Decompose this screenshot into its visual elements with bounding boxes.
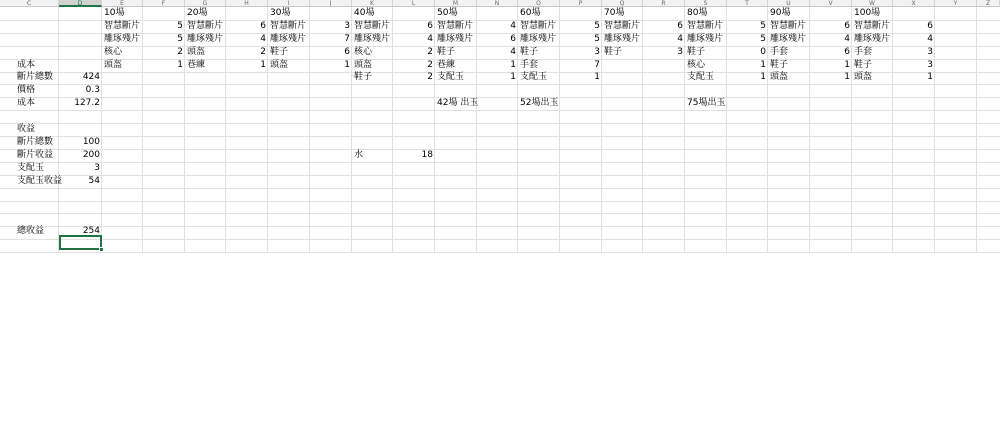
stage-item-label-cell[interactable]: 巷練 bbox=[187, 60, 206, 70]
column-header[interactable]: T bbox=[727, 0, 768, 7]
stage-item-value-cell[interactable]: 5 bbox=[760, 34, 766, 44]
stage-item-value-cell[interactable]: 3 bbox=[927, 47, 933, 57]
stage-item-value-cell[interactable]: 4 bbox=[427, 34, 433, 44]
column-header[interactable]: F bbox=[143, 0, 185, 7]
gridline-horizontal bbox=[0, 175, 1000, 176]
selected-cell-cursor[interactable] bbox=[59, 235, 102, 250]
gridline-horizontal bbox=[0, 188, 1000, 189]
water-value-cell[interactable]: 18 bbox=[421, 150, 433, 160]
stage-item-label-cell[interactable]: 頭盔 bbox=[104, 60, 123, 70]
column-header[interactable]: Q bbox=[602, 0, 643, 7]
stage-item-value-cell[interactable]: 1 bbox=[594, 72, 600, 82]
stage-item-label-cell[interactable]: 支配玉 bbox=[687, 72, 715, 82]
stage-item-value-cell[interactable]: 1 bbox=[760, 72, 766, 82]
revenue-header-cell[interactable]: 收益 bbox=[17, 124, 36, 134]
column-header[interactable]: D bbox=[59, 0, 102, 7]
stage-title-cell[interactable]: 60場 bbox=[520, 8, 541, 18]
stage-item-value-cell[interactable]: 2 bbox=[427, 72, 433, 82]
stage-item-value-cell[interactable]: 7 bbox=[594, 60, 600, 70]
stage-item-value-cell[interactable]: 1 bbox=[510, 72, 516, 82]
price-value-cell[interactable]: 0.3 bbox=[85, 85, 100, 95]
column-header[interactable]: J bbox=[310, 0, 352, 7]
stage-item-value-cell[interactable]: 6 bbox=[427, 21, 433, 31]
column-header[interactable]: K bbox=[352, 0, 393, 7]
stage-item-value-cell[interactable]: 5 bbox=[177, 21, 183, 31]
cost-label-cell[interactable]: 成本 bbox=[17, 98, 36, 108]
column-header[interactable]: X bbox=[893, 0, 935, 7]
stage-item-label-cell[interactable]: 手套 bbox=[770, 47, 789, 57]
column-header[interactable]: P bbox=[560, 0, 602, 7]
stage-item-value-cell[interactable]: 0 bbox=[760, 47, 766, 57]
stage-item-label-cell[interactable]: 巷練 bbox=[437, 60, 456, 70]
stage-item-label-cell[interactable]: 智慧斷片 bbox=[770, 21, 807, 31]
stage-item-label-cell[interactable]: 雕琢殘片 bbox=[520, 34, 557, 44]
stage-item-value-cell[interactable]: 3 bbox=[677, 47, 683, 57]
stage-item-label-cell[interactable]: 核心 bbox=[104, 47, 123, 57]
stage-item-label-cell[interactable]: 雕琢殘片 bbox=[687, 34, 724, 44]
stage-item-label-cell[interactable]: 鞋子 bbox=[437, 47, 456, 57]
cost-header-cell[interactable]: 成本 bbox=[17, 60, 36, 70]
stage-title-cell[interactable]: 10場 bbox=[104, 8, 125, 18]
stage-item-label-cell[interactable]: 鞋子 bbox=[520, 47, 539, 57]
stage-item-label-cell[interactable]: 雕琢殘片 bbox=[770, 34, 807, 44]
stage-item-value-cell[interactable]: 6 bbox=[927, 21, 933, 31]
stage-title-cell[interactable]: 30場 bbox=[270, 8, 291, 18]
stage-item-label-cell[interactable]: 鞋子 bbox=[270, 47, 289, 57]
stage-item-value-cell[interactable]: 1 bbox=[927, 72, 933, 82]
gridline-horizontal bbox=[0, 110, 1000, 111]
gridline-horizontal bbox=[0, 162, 1000, 163]
stage-item-value-cell[interactable]: 4 bbox=[844, 34, 850, 44]
stage-item-value-cell[interactable]: 6 bbox=[260, 21, 266, 31]
stage-title-cell[interactable]: 40場 bbox=[354, 8, 375, 18]
column-header[interactable]: W bbox=[852, 0, 893, 7]
gridline-horizontal bbox=[0, 239, 1000, 240]
column-header[interactable]: G bbox=[185, 0, 226, 7]
column-header[interactable]: V bbox=[810, 0, 852, 7]
gridline-horizontal bbox=[0, 201, 1000, 202]
total-revenue-label-cell[interactable]: 總收益 bbox=[17, 226, 45, 236]
stage-item-value-cell[interactable]: 6 bbox=[510, 34, 516, 44]
stage-item-label-cell[interactable]: 智慧斷片 bbox=[604, 21, 641, 31]
shard-total-value-cell[interactable]: 424 bbox=[82, 72, 100, 82]
stage-item-value-cell[interactable]: 6 bbox=[844, 21, 850, 31]
stage-item-label-cell[interactable]: 鞋子 bbox=[687, 47, 706, 57]
stage-item-value-cell[interactable]: 1 bbox=[760, 60, 766, 70]
stage-item-label-cell[interactable]: 智慧斷片 bbox=[520, 21, 557, 31]
column-header[interactable]: U bbox=[768, 0, 810, 7]
shard-revenue-label-cell[interactable]: 斷片收益 bbox=[17, 150, 54, 160]
stage-item-value-cell[interactable]: 2 bbox=[177, 47, 183, 57]
stage-item-value-cell[interactable]: 2 bbox=[427, 60, 433, 70]
column-header[interactable]: I bbox=[268, 0, 310, 7]
stage-item-label-cell[interactable]: 智慧斷片 bbox=[354, 21, 391, 31]
stage-item-label-cell[interactable]: 雕琢殘片 bbox=[854, 34, 891, 44]
column-header[interactable]: L bbox=[393, 0, 435, 7]
column-header[interactable]: M bbox=[435, 0, 477, 7]
column-header[interactable]: O bbox=[518, 0, 560, 7]
stage-item-value-cell[interactable]: 3 bbox=[344, 21, 350, 31]
stage-item-value-cell[interactable]: 4 bbox=[927, 34, 933, 44]
gridline-horizontal bbox=[0, 252, 1000, 253]
stage-item-label-cell[interactable]: 智慧斷片 bbox=[104, 21, 141, 31]
stage-item-label-cell[interactable]: 鞋子 bbox=[854, 60, 873, 70]
stage-item-value-cell[interactable]: 4 bbox=[677, 34, 683, 44]
stage-item-value-cell[interactable]: 4 bbox=[510, 21, 516, 31]
total-revenue-value-cell[interactable]: 254 bbox=[82, 226, 100, 236]
stage-item-value-cell[interactable]: 7 bbox=[344, 34, 350, 44]
price-label-cell[interactable]: 價格 bbox=[17, 85, 36, 95]
stage-title-cell[interactable]: 50場 bbox=[437, 8, 458, 18]
stage-item-label-cell[interactable]: 雕琢殘片 bbox=[437, 34, 474, 44]
stage-item-label-cell[interactable]: 智慧斷片 bbox=[187, 21, 224, 31]
stage-title-cell[interactable]: 100場 bbox=[854, 8, 881, 18]
stage-item-label-cell[interactable]: 頭盔 bbox=[354, 60, 373, 70]
stage-item-label-cell[interactable]: 手套 bbox=[520, 60, 539, 70]
stage-title-cell[interactable]: 20場 bbox=[187, 8, 208, 18]
column-header[interactable]: R bbox=[643, 0, 685, 7]
stage-item-value-cell[interactable]: 1 bbox=[844, 72, 850, 82]
stage-item-value-cell[interactable]: 3 bbox=[594, 47, 600, 57]
stage-item-value-cell[interactable]: 1 bbox=[844, 60, 850, 70]
stage-item-value-cell[interactable]: 1 bbox=[344, 60, 350, 70]
stage-item-label-cell[interactable]: 雕琢殘片 bbox=[354, 34, 391, 44]
stage-item-value-cell[interactable]: 6 bbox=[677, 21, 683, 31]
stage-item-label-cell[interactable]: 雕琢殘片 bbox=[270, 34, 307, 44]
stage-item-label-cell[interactable]: 頭盔 bbox=[270, 60, 289, 70]
stage-item-label-cell[interactable]: 頭盔 bbox=[854, 72, 873, 82]
gridline-vertical bbox=[976, 7, 977, 252]
stage-item-label-cell[interactable]: 智慧斷片 bbox=[687, 21, 724, 31]
stage-item-value-cell[interactable]: 6 bbox=[844, 47, 850, 57]
jade-revenue-label-cell[interactable]: 支配玉收益 bbox=[17, 176, 63, 186]
gridline-horizontal bbox=[0, 149, 1000, 150]
gridline-horizontal bbox=[0, 123, 1000, 124]
stage-item-label-cell[interactable]: 雕琢殘片 bbox=[104, 34, 141, 44]
stage-item-label-cell[interactable]: 支配玉 bbox=[520, 72, 548, 82]
stage-item-value-cell[interactable]: 5 bbox=[594, 21, 600, 31]
column-header[interactable]: Y bbox=[935, 0, 977, 7]
stage-item-value-cell[interactable]: 1 bbox=[510, 60, 516, 70]
cost-value-cell[interactable]: 127.2 bbox=[74, 98, 100, 108]
shard-count-label-cell[interactable]: 斷片總數 bbox=[17, 137, 54, 147]
stage-item-value-cell[interactable]: 3 bbox=[927, 60, 933, 70]
gridline-horizontal bbox=[0, 213, 1000, 214]
stage-title-cell[interactable]: 80場 bbox=[687, 8, 708, 18]
stage-item-value-cell[interactable]: 6 bbox=[344, 47, 350, 57]
column-header[interactable]: H bbox=[226, 0, 268, 7]
shard-revenue-value-cell[interactable]: 200 bbox=[82, 150, 100, 160]
column-header[interactable]: Z bbox=[977, 0, 1000, 7]
stage-item-value-cell[interactable]: 1 bbox=[260, 60, 266, 70]
gridline-horizontal bbox=[0, 136, 1000, 137]
stage-item-value-cell[interactable]: 5 bbox=[760, 21, 766, 31]
stage-item-label-cell[interactable]: 智慧斷片 bbox=[270, 21, 307, 31]
stage-item-label-cell[interactable]: 頭盔 bbox=[187, 47, 206, 57]
stage-title-cell[interactable]: 70場 bbox=[604, 8, 625, 18]
column-header[interactable]: S bbox=[685, 0, 727, 7]
gridline-horizontal bbox=[0, 226, 1000, 227]
stage-item-value-cell[interactable]: 2 bbox=[260, 47, 266, 57]
column-header[interactable]: C bbox=[0, 0, 59, 7]
fill-handle[interactable] bbox=[99, 247, 104, 252]
stage-item-value-cell[interactable]: 5 bbox=[594, 34, 600, 44]
stage-item-label-cell[interactable]: 頭盔 bbox=[770, 72, 789, 82]
stage-item-value-cell[interactable]: 4 bbox=[510, 47, 516, 57]
stage-item-label-cell[interactable]: 雕琢殘片 bbox=[187, 34, 224, 44]
stage-item-value-cell[interactable]: 2 bbox=[427, 47, 433, 57]
stage-item-value-cell[interactable]: 4 bbox=[260, 34, 266, 44]
stage-item-value-cell[interactable]: 5 bbox=[177, 34, 183, 44]
stage-item-label-cell[interactable]: 鞋子 bbox=[354, 72, 373, 82]
stage-title-cell[interactable]: 90場 bbox=[770, 8, 791, 18]
shard-total-label-cell[interactable]: 斷片總數 bbox=[17, 72, 54, 82]
stage-item-label-cell[interactable]: 智慧斷片 bbox=[854, 21, 891, 31]
stage-item-label-cell[interactable]: 核心 bbox=[687, 60, 706, 70]
water-label-cell[interactable]: 水 bbox=[354, 150, 364, 160]
stage-item-label-cell[interactable]: 智慧斷片 bbox=[437, 21, 474, 31]
stage-note-cell[interactable]: 52場出玉 bbox=[520, 98, 559, 108]
jade-label-cell[interactable]: 支配玉 bbox=[17, 163, 45, 173]
stage-item-label-cell[interactable]: 核心 bbox=[354, 47, 373, 57]
jade-value-cell[interactable]: 3 bbox=[94, 163, 100, 173]
stage-note-cell[interactable]: 42場 出玉 bbox=[437, 98, 479, 108]
stage-item-label-cell[interactable]: 手套 bbox=[854, 47, 873, 57]
gridline-horizontal bbox=[0, 84, 1000, 85]
stage-item-label-cell[interactable]: 雕琢殘片 bbox=[604, 34, 641, 44]
column-header[interactable]: N bbox=[477, 0, 518, 7]
gridline-vertical bbox=[58, 7, 59, 252]
stage-item-label-cell[interactable]: 鞋子 bbox=[770, 60, 789, 70]
stage-item-label-cell[interactable]: 鞋子 bbox=[604, 47, 623, 57]
stage-item-label-cell[interactable]: 支配玉 bbox=[437, 72, 465, 82]
jade-revenue-value-cell[interactable]: 54 bbox=[88, 176, 100, 186]
stage-item-value-cell[interactable]: 1 bbox=[177, 60, 183, 70]
gridline-horizontal bbox=[0, 97, 1000, 98]
shard-count-value-cell[interactable]: 100 bbox=[82, 137, 100, 147]
column-header[interactable]: E bbox=[102, 0, 143, 7]
stage-note-cell[interactable]: 75場出玉 bbox=[687, 98, 726, 108]
